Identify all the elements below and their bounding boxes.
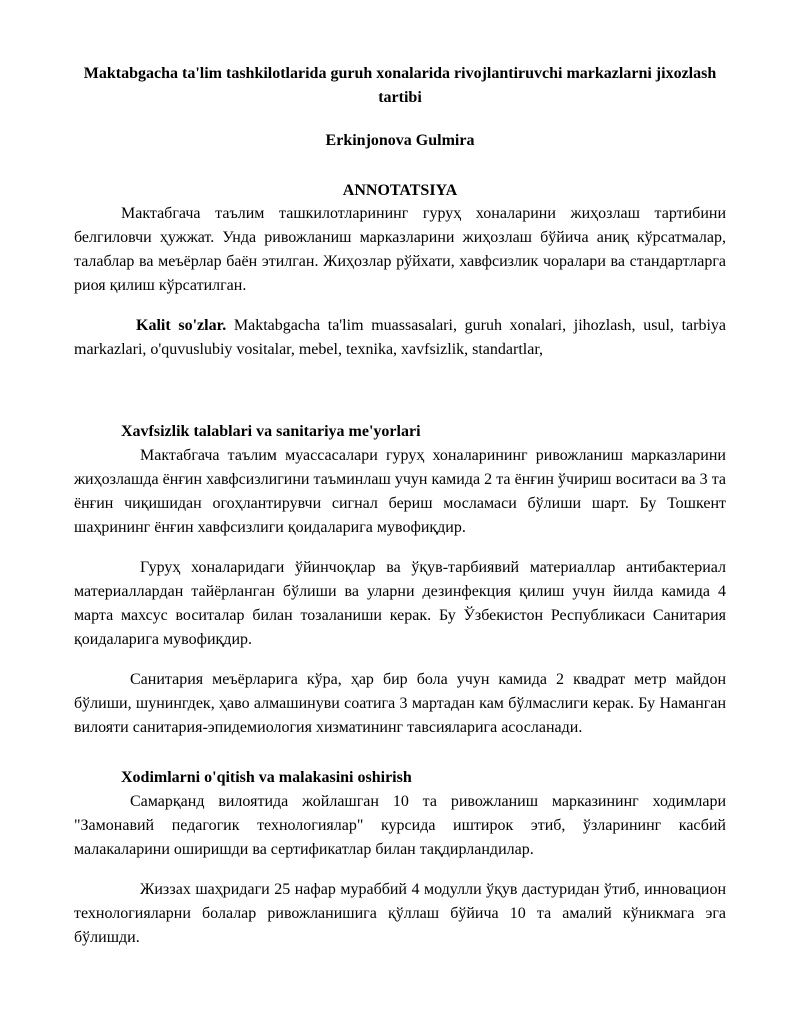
- section1-paragraph-1: Мактабгача таълим муассасалари гуруҳ хоналарининг ривожланиш марказларини жиҳозлашда ёнғин хавфсизлигини таъминлаш учун камида 2 та ёнғин ўчириш воситаси ва 3 та ёнғин чиқишидан огоҳлантирувчи сигнал бериш мосламаси бўлиши шарт. Бу Тошкент шаҳрининг ёнғин хавфсизлиги қоидаларига мувофиқдир.: [74, 447, 726, 536]
- keywords-label: Kalit so'zlar.: [136, 317, 227, 334]
- keywords-text: Maktabgacha ta'lim muassasalari, guruh xonalari, jihozlash, usul, tarbiya markazlari, o'quvuslubiy vositalar, mebel, texnika, xavfsizlik, standartlar,: [74, 317, 726, 358]
- annotation-text: Мактабгача таълим ташкилотларининг гуруҳ хоналарини жиҳозлаш тартибини белгиловчи ҳужжат. Унда ривожланиш марказларини жиҳозлаш бўйича аниқ кўрсатмалар, талаблар ва меъёрлар баён этилган. Жиҳозлар рўйхати, хавфсизлик чоралари ва стандартларга риоя қилиш кўрсатилган.: [74, 205, 726, 294]
- keywords-paragraph: [74, 314, 726, 362]
- document-page: [74, 62, 726, 950]
- section-heading-safety: Xavfsizlik talablari va sanitariya me'yorlari: [121, 423, 421, 440]
- section1-paragraph-3: Санитария меъёрларига кўра, ҳар бир бола учун камида 2 квадрат метр майдон бўлиши, шунингдек, ҳаво алмашинуви соатига 3 мартадан кам бўлмаслиги керак. Бу Наманган вилояти санитария-эпидемиология хизматининг тавсияларига асосланади.: [74, 671, 726, 736]
- section-heading-training: Xodimlarni o'qitish va malakasini oshirish: [121, 769, 412, 786]
- section2-paragraph-2: Жиззах шаҳридаги 25 нафар мураббий 4 модулли ўқув дастуридан ўтиб, инновацион технологияларни болалар ривожланишига қўллаш бўйича 10 та амалий кўникмага эга бўлишди.: [74, 881, 726, 946]
- section2-paragraph-1: Самарқанд вилоятида жойлашган 10 та ривожланиш марказининг ходимлари "Замонавий педагогик технологиялар" курсида иштирок этиб, ўзларининг касбий малакаларини оширишди ва сертификатлар билан тақдирландилар.: [74, 793, 726, 858]
- document-title: Maktabgacha ta'lim tashkilotlarida guruh xonalarida rivojlantiruvchi markazlarni jixozlash tartibi: [83, 65, 717, 106]
- section1-paragraph-2: Гуруҳ хоналаридаги ўйинчоқлар ва ўқув-тарбиявий материаллар антибактериал материаллардан тайёрланган бўлиши ва уларни дезинфекция қилиш учун йилда камида 4 марта махсус воситалар билан тозаланиши керак. Бу Ўзбекистон Республикаси Санитария қоидаларига мувофиқдир.: [74, 559, 726, 648]
- annotation-heading: ANNOTATSIYA: [342, 182, 458, 199]
- author-name: Erkinjonova Gulmira: [325, 132, 475, 149]
